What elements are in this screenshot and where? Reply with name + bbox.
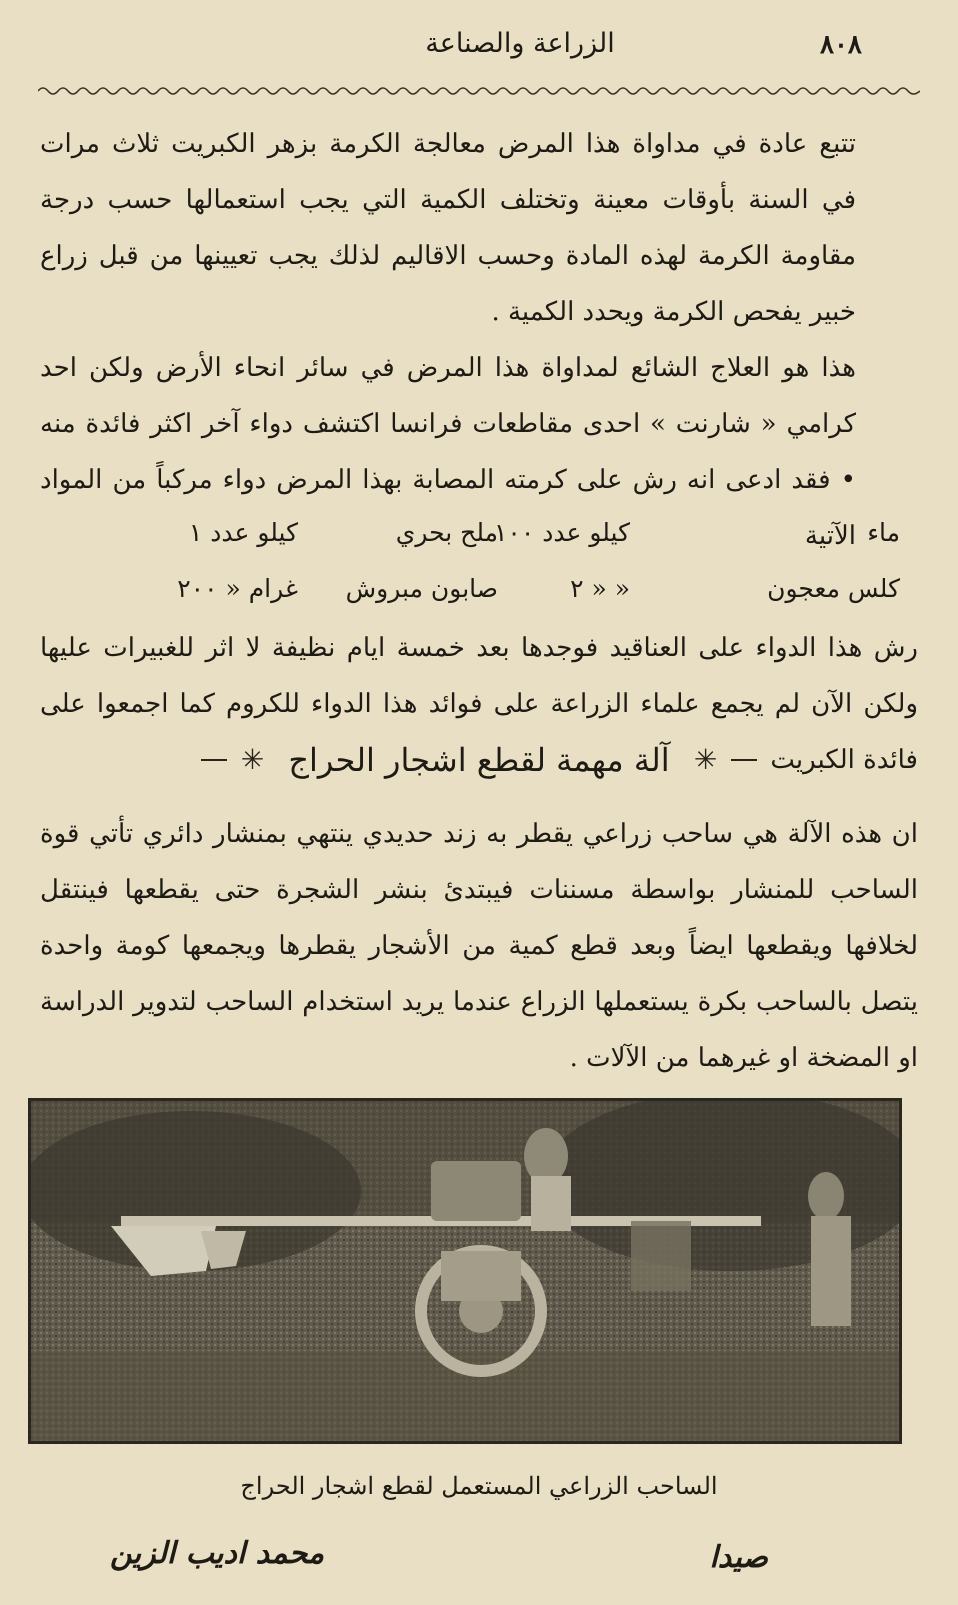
signature-author: محمد اديب الزين [110,1536,325,1571]
section-heading [40,738,918,794]
paragraph-results: رش هذا الدواء على العناقيد فوجدها بعد خمسة ايام نظيفة لا اثر للغبيرات عليها ولكن الآن لم يجمع علماء الزراعة على فوائد هذا الدواء للكروم كما اجمعوا على فائدة الكبريت [40,633,918,775]
signature-place: صيدا [709,1540,768,1575]
section-title: آلة مهمة لقطع اشجار الحراج [288,740,670,779]
recipe-item: ماء [867,518,900,547]
recipe-quantity: غرام « ٢٠٠ [177,574,298,603]
recipe-item: ملح بحري [395,518,498,547]
recipe-row [40,564,918,620]
photo-caption: الساحب الزراعي المستعمل لقطع اشجار الحراج [240,1472,718,1500]
paragraph-kibrit-treatment: تتبع عادة في مداواة هذا المرض معالجة الكرمة بزهر الكبريت ثلاث مرات في السنة بأوقات معينة وتختلف الكمية التي يجب استعمالها حسب درجة مقاومة الكرمة لهذه المادة وحسب الاقاليم لذلك يجب تعيينها من قبل زراع خبير يفحص الكرمة ويحدد الكمية . [40,129,856,327]
recipe-item: كلس معجون [767,574,900,603]
tractor-saw-photo [28,1098,902,1444]
heading-rule [731,759,757,761]
recipe-table [40,508,918,620]
heading-rule [201,759,227,761]
article-signature [40,1536,918,1586]
recipe-quantity: كيلو عدد ١ [188,518,298,547]
asterisk-ornament-icon: ✳ [693,743,718,776]
page-header [40,22,918,72]
photo-illustration [31,1101,899,1441]
paragraph-charente-remedy: هذا هو العلاج الشائع لمداواة هذا المرض في سائر انحاء الأرض ولكن احد كرامي « شارنت » احدى مقاطعات فرانسا اكتشف دواء آخر اكثر فائدة منه • فقد ادعى انه رش على كرمته المصابة بهذا المرض دواء مركباً من المواد الآتية [40,353,856,551]
header-wavy-rule [38,84,920,98]
paragraph-machine-description: ان هذه الآلة هي ساحب زراعي يقطر به زند حديدي ينتهي بمنشار دائري تأتي قوة الساحب للمنشار بواسطة مسننات فيبتدئ بنشر الشجرة حتى يقطعها فينتقل لخلافها ويقطعها ايضاً وبعد قطع كمية من الأشجار يقطرها ويجمعها كومة واحدة يتصل بالساحب بكرة يستعملها الزراع عندما يريد استخدام الساحب لتدوير الدراسة او المضخة او غيرهما من الآلات . [40,819,918,1073]
body-paragraph-4 [40,806,918,1086]
recipe-quantity: « « ٢ [570,574,630,603]
recipe-quantity: كيلو عدد ١٠٠ [494,518,630,547]
page-number: ٨٠٨ [820,30,862,60]
body-paragraph-1 [40,116,918,340]
running-title: الزراعة والصناعة [425,28,615,59]
recipe-row [40,508,918,564]
asterisk-ornament-icon: ✳ [240,743,265,776]
recipe-item: صابون مبروش [345,574,498,603]
